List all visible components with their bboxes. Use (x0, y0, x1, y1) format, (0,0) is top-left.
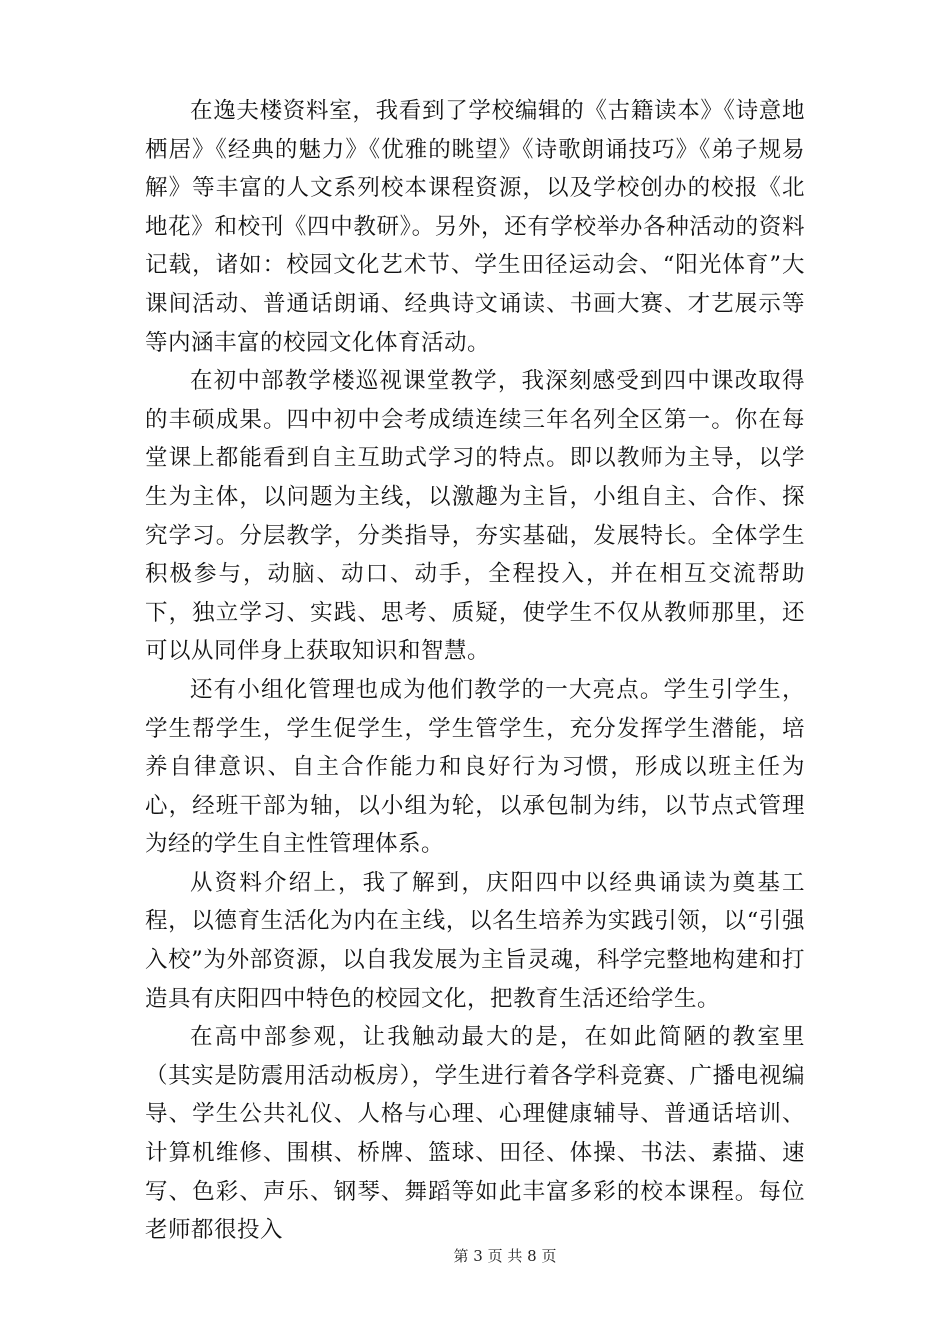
paragraph-1: 在逸夫楼资料室，我看到了学校编辑的《古籍读本》《诗意地栖居》《经典的魅力》《优雅的眺望》《诗歌朗诵技巧》《弟子规易解》等丰富的人文系列校本课程资源，以及学校创办的校报《北地花》和校刊《四中教研》。另外，还有学校举办各种活动的资料记载，诸如：校园文化艺术节、学生田径运动会、“阳光体育”大课间活动、普通话朗诵、经典诗文诵读、书画大赛、才艺展示等等内涵丰富的校园文化体育活动。 (145, 98, 805, 356)
document-body (145, 92, 805, 1250)
paragraph-3: 还有小组化管理也成为他们教学的一大亮点。学生引学生，学生帮学生，学生促学生，学生管学生，充分发挥学生潜能，培养自律意识、自主合作能力和良好行为习惯，形成以班主任为心，经班干部为轴，以小组为轮，以承包制为纬，以节点式管理为经的学生自主性管理体系。 (145, 676, 805, 858)
paragraph-2: 在初中部教学楼巡视课堂教学，我深刻感受到四中课改取得的丰硕成果。四中初中会考成绩连续三年名列全区第一。你在每堂课上都能看到自主互助式学习的特点。即以教师为主导，以学生为主体，以问题为主线，以激趣为主旨，小组自主、合作、探究学习。分层教学，分类指导，夯实基础，发展特长。全体学生积极参与，动脑、动口、动手，全程投入，并在相互交流帮助下，独立学习、实践、思考、质疑，使学生不仅从教师那里，还可以从同伴身上获取知识和智慧。 (145, 368, 805, 665)
paragraph-4: 从资料介绍上，我了解到，庆阳四中以经典诵读为奠基工程，以德育生活化为内在主线，以名生培养为实践引领，以“引强入校”为外部资源，以自我发展为主旨灵魂，科学完整地构建和打造具有庆阳四中特色的校园文化，把教育生活还给学生。 (145, 869, 805, 1012)
page-number-footer: 第 3 页 共 8 页 (453, 1247, 557, 1265)
paragraph-5: 在高中部参观，让我触动最大的是，在如此简陋的教室里（其实是防震用活动板房），学生进行着各学科竞赛、广播电视编导、学生公共礼仪、人格与心理、心理健康辅导、普通话培训、计算机维修、围棋、桥牌、篮球、田径、体操、书法、素描、速写、色彩、声乐、钢琴、舞蹈等如此丰富多彩的校本课程。每位老师都很投入 (145, 1024, 805, 1244)
